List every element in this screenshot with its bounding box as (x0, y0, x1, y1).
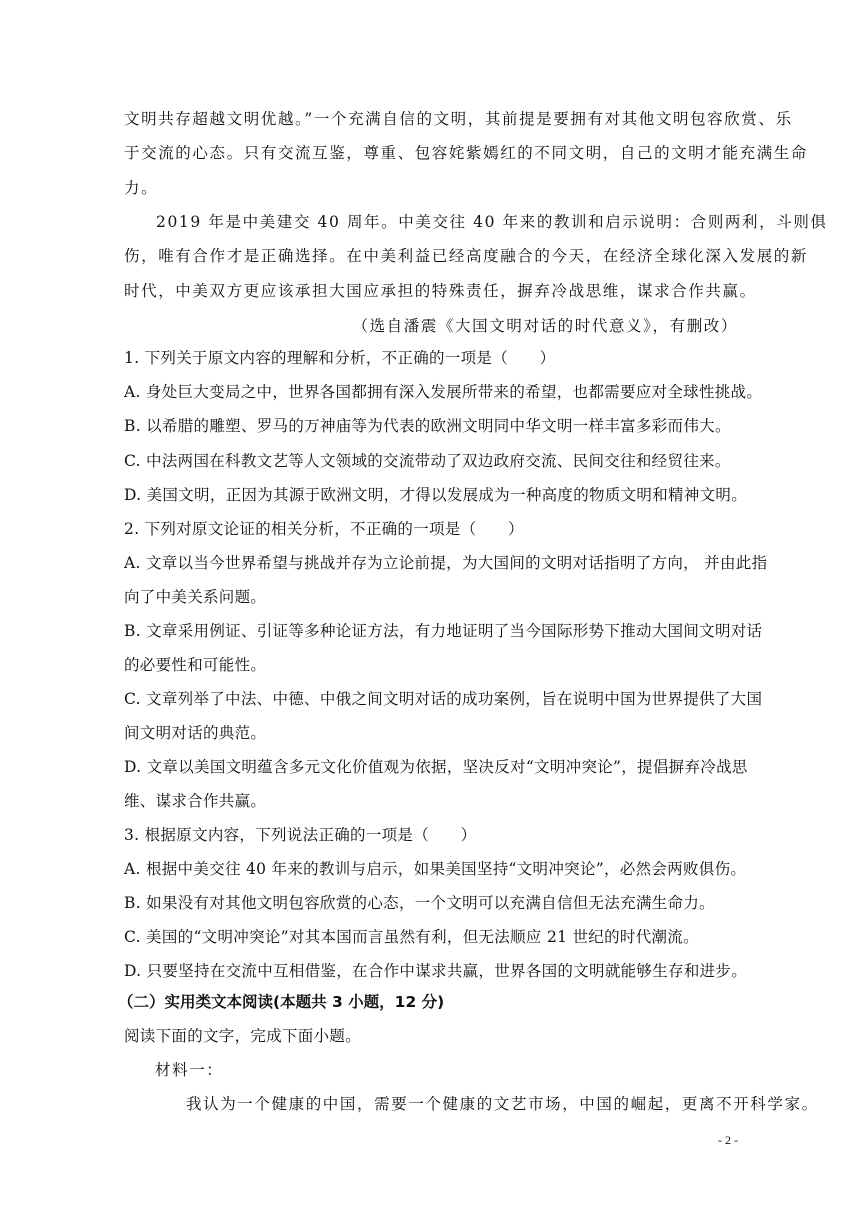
q1-stem: 1. 下列关于原文内容的理解和分析，不正确的一项是（ ） (124, 349, 556, 367)
q2-option-d-line2: 维、谋求合作共赢。 (124, 792, 267, 810)
q3-option-d: D. 只要坚持在交流中互相借鉴，在合作中谋求共赢，世界各国的文明就能够生存和进步。 (124, 962, 748, 980)
q3-option-b: B. 如果没有对其他文明包容欣赏的心态，一个文明可以充满自信但无法充满生命力。 (124, 894, 715, 912)
q1-option-b: B. 以希腊的雕塑、罗马的万神庙等为代表的欧洲文明同中华文明一样丰富多彩而伟大。 (124, 417, 731, 435)
q1-option-d: D. 美国文明，正因为其源于欧洲文明，才得以发展成为一种高度的物质文明和精神文明。 (124, 486, 748, 504)
section-heading: （二）实用类文本阅读(本题共 3 小题，12 分) (118, 993, 445, 1011)
q1-option-c: C. 中法两国在科教文艺等人文领域的交流带动了双边政府交流、民间交往和经贸往来。 (124, 452, 731, 470)
section-instruction: 阅读下面的文字，完成下面小题。 (124, 1027, 362, 1045)
intro-line-5: 伤，唯有合作才是正确选择。在中美利益已经高度融合的今天，在经济全球化深入发展的新 (124, 247, 809, 265)
intro-line-3: 力。 (124, 179, 159, 197)
q1-option-a: A. 身处巨大变局之中，世界各国都拥有深入发展所带来的希望，也都需要应对全球性挑战。 (124, 383, 763, 401)
q2-option-b-line1: B. 文章采用例证、引证等多种论证方法，有力地证明了当今国际形势下推动大国间文明对话 (124, 622, 763, 640)
q3-option-a: A. 根据中美交往 40 年来的教训与启示，如果美国坚持“文明冲突论”，必然会两败俱伤。 (124, 860, 747, 878)
q2-option-a-line1: A. 文章以当今世界希望与挑战并存为立论前提，为大国间的文明对话指明了方向， 并由此指 (124, 554, 768, 572)
q2-option-b-line2: 的必要性和可能性。 (124, 656, 267, 674)
q2-option-a-line2: 向了中美关系问题。 (124, 588, 267, 606)
material-line-1: 我认为一个健康的中国，需要一个健康的文艺市场，中国的崛起，更离不开科学家。 (186, 1095, 819, 1113)
q2-stem: 2. 下列对原文论证的相关分析，不正确的一项是（ ） (124, 520, 524, 538)
intro-line-6: 时代，中美双方更应该承担大国应承担的特殊责任，摒弃冷战思维，谋求合作共赢。 (124, 282, 757, 300)
q2-option-d-line1: D. 文章以美国文明蕴含多元文化价值观为依据，坚决反对“文明冲突论”，提倡摒弃冷战思 (124, 758, 748, 776)
q3-stem: 3. 根据原文内容，下列说法正确的一项是（ ） (124, 826, 477, 844)
q3-option-c: C. 美国的“文明冲突论”对其本国而言虽然有利，但无法顺应 21 世纪的时代潮流。 (124, 928, 699, 946)
page-number: - 2 - (718, 1133, 738, 1147)
q2-option-c-line1: C. 文章列举了中法、中德、中俄之间文明对话的成功案例，旨在说明中国为世界提供了大国 (124, 690, 763, 708)
q2-option-c-line2: 间文明对话的典范。 (124, 724, 267, 742)
intro-line-4: 2019 年是中美建交 40 周年。中美交往 40 年来的教训和启示说明：合则两利，斗则俱 (156, 213, 828, 231)
intro-line-2: 于交流的心态。只有交流互鉴，尊重、包容姹紫嫣红的不同文明，自己的文明才能充满生命 (124, 144, 809, 162)
source-citation: （选自潘震《大国文明对话的时代意义》，有删改） (352, 317, 738, 335)
material-label: 材料一： (155, 1061, 224, 1079)
intro-line-1: 文明共存超越文明优越。”一个充满自信的文明，其前提是要拥有对其他文明包容欣赏、乐 (124, 110, 793, 128)
